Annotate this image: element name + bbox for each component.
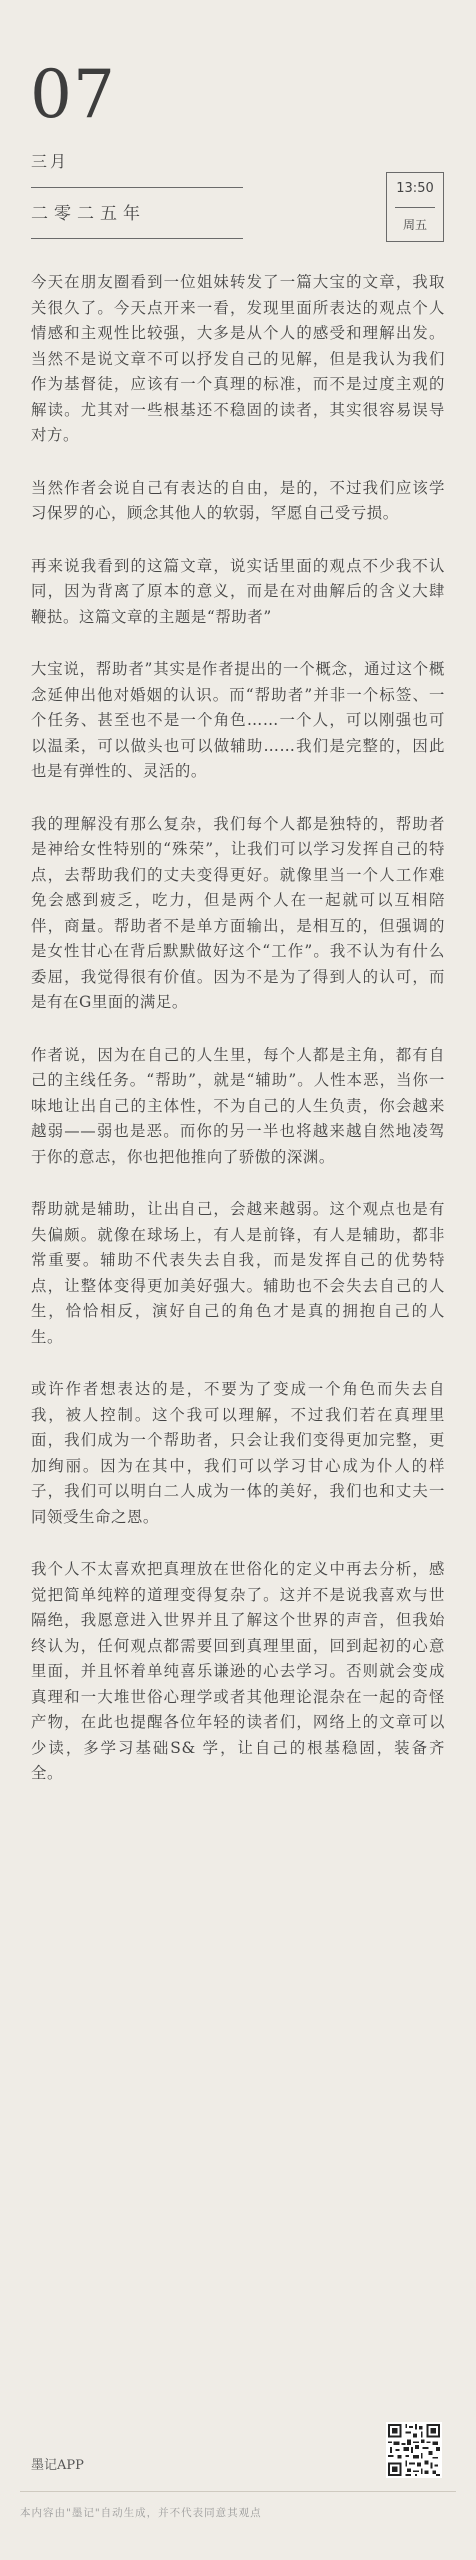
paragraph: 我的理解没有那么复杂，我们每个人都是独特的，帮助者是神给女性特别的“殊荣”，让我们可以学习发挥自己的特点，去帮助我们的丈夫变得更好。就像里当一个人工作难免会感到疲乏，吃力，但是两个人在一起就可以互相陪伴，商量。帮助者不是单方面输出，是相互的，但强调的是女性甘心在背后默默做好这个“工作”。我不认为有什么委屈，我觉得很有价值。因为不是为了得到人的认可，而是有在G里面的满足。 <box>31 814 445 1011</box>
footer-divider <box>20 2491 456 2492</box>
paragraph: 帮助就是辅助，让出自己，会越来越弱。这个观点也是有失偏颇。就像在球场上，有人是前锋，有人是辅助，都非常重要。辅助不代表失去自我，而是发挥自己的优势特点，让整体变得更加美好强大。辅助也不会失去自己的人生，恰恰相反，演好自己的角色才是真的拥抱自己的人生。 <box>31 1200 445 1346</box>
paragraph: 我个人不太喜欢把真理放在世俗化的定义中再去分析，感觉把简单纯粹的道理变得复杂了。这并不是说我喜欢与世隔绝，我愿意进入世界并且了解这个世界的声音，但我始终认为，任何观点都需要回到真理里面，回到起初的心意里面，并且怀着单纯喜乐谦逊的心去学习。否则就会变成真理和一大堆世俗心理学或者其他理论混杂在一起的奇怪产物，在此也提醒各位年轻的读者们，网络上的文章可以少读，多学习基础S& 学，让自己的根基稳固，装备齐全。 <box>31 1560 445 1782</box>
header-divider <box>31 238 243 239</box>
paragraph: 当然作者会说自己有表达的自由，是的，不过我们应该学习保罗的心，顾念其他人的软弱，罕愿自己受亏损。 <box>31 478 445 522</box>
app-brand: 墨记APP <box>31 2458 84 2473</box>
time-divider <box>395 207 435 208</box>
month-label: 三月 <box>31 152 70 171</box>
header-divider <box>31 187 243 188</box>
disclaimer-text: 本内容由"墨记"自动生成，并不代表同意其观点 <box>20 2507 262 2519</box>
article-body <box>31 270 445 1814</box>
qr-code-icon[interactable] <box>386 2422 442 2478</box>
paragraph: 作者说，因为在自己的人生里，每个人都是主角，都有自己的主线任务。“帮助”，就是“辅助”。人性本恶，当你一味地让出自己的主体性，不为自己的人生负责，你会越来越弱——弱也是恶。而你的另一半也将越来越自然地凌驾于你的意志，你也把他推向了骄傲的深渊。 <box>31 1045 445 1166</box>
paragraph: 或许作者想表达的是，不要为了变成一个角色而失去自我，被人控制。这个我可以理解，不过我们若在真理里面，我们成为一个帮助者，只会让我们变得更加完整，更加绚丽。因为在其中，我们可以学习甘心成为仆人的样子，我们可以明白二人成为一体的美好，我们也和丈夫一同领受生命之恩。 <box>31 1380 445 1526</box>
paragraph: 再来说我看到的这篇文章，说实话里面的观点不少我不认同，因为背离了原本的意义，而是在对曲解后的含义大肆鞭挞。这篇文章的主题是“帮助者” <box>31 556 445 626</box>
time-box <box>386 172 444 242</box>
weekday-label: 周五 <box>402 218 427 232</box>
time-label: 13:50 <box>396 181 434 196</box>
paragraph: 大宝说，帮助者”其实是作者提出的一个概念，通过这个概念延伸出他对婚姻的认识。而“帮助者”并非一个标签、一个任务、甚至也不是一个角色……一个人，可以刚强也可以温柔，可以做头也可以做辅助……我们是完整的，因此也是有弹性的、灵活的。 <box>31 660 445 780</box>
year-label: 二零二五年 <box>31 204 146 224</box>
paragraph: 今天在朋友圈看到一位姐妹转发了一篇大宝的文章，我取关很久了。今天点开来一看，发现里面所表达的观点个人情感和主观性比较强，大多是从个人的感受和理解出发。当然不是说文章不可以抒发自己的见解，但是我认为我们作为基督徒，应该有一个真理的标准，而不是过度主观的解读。尤其对一些根基还不稳固的读者，其实很容易误导对方。 <box>31 273 445 444</box>
day-number: 07 <box>30 56 116 133</box>
